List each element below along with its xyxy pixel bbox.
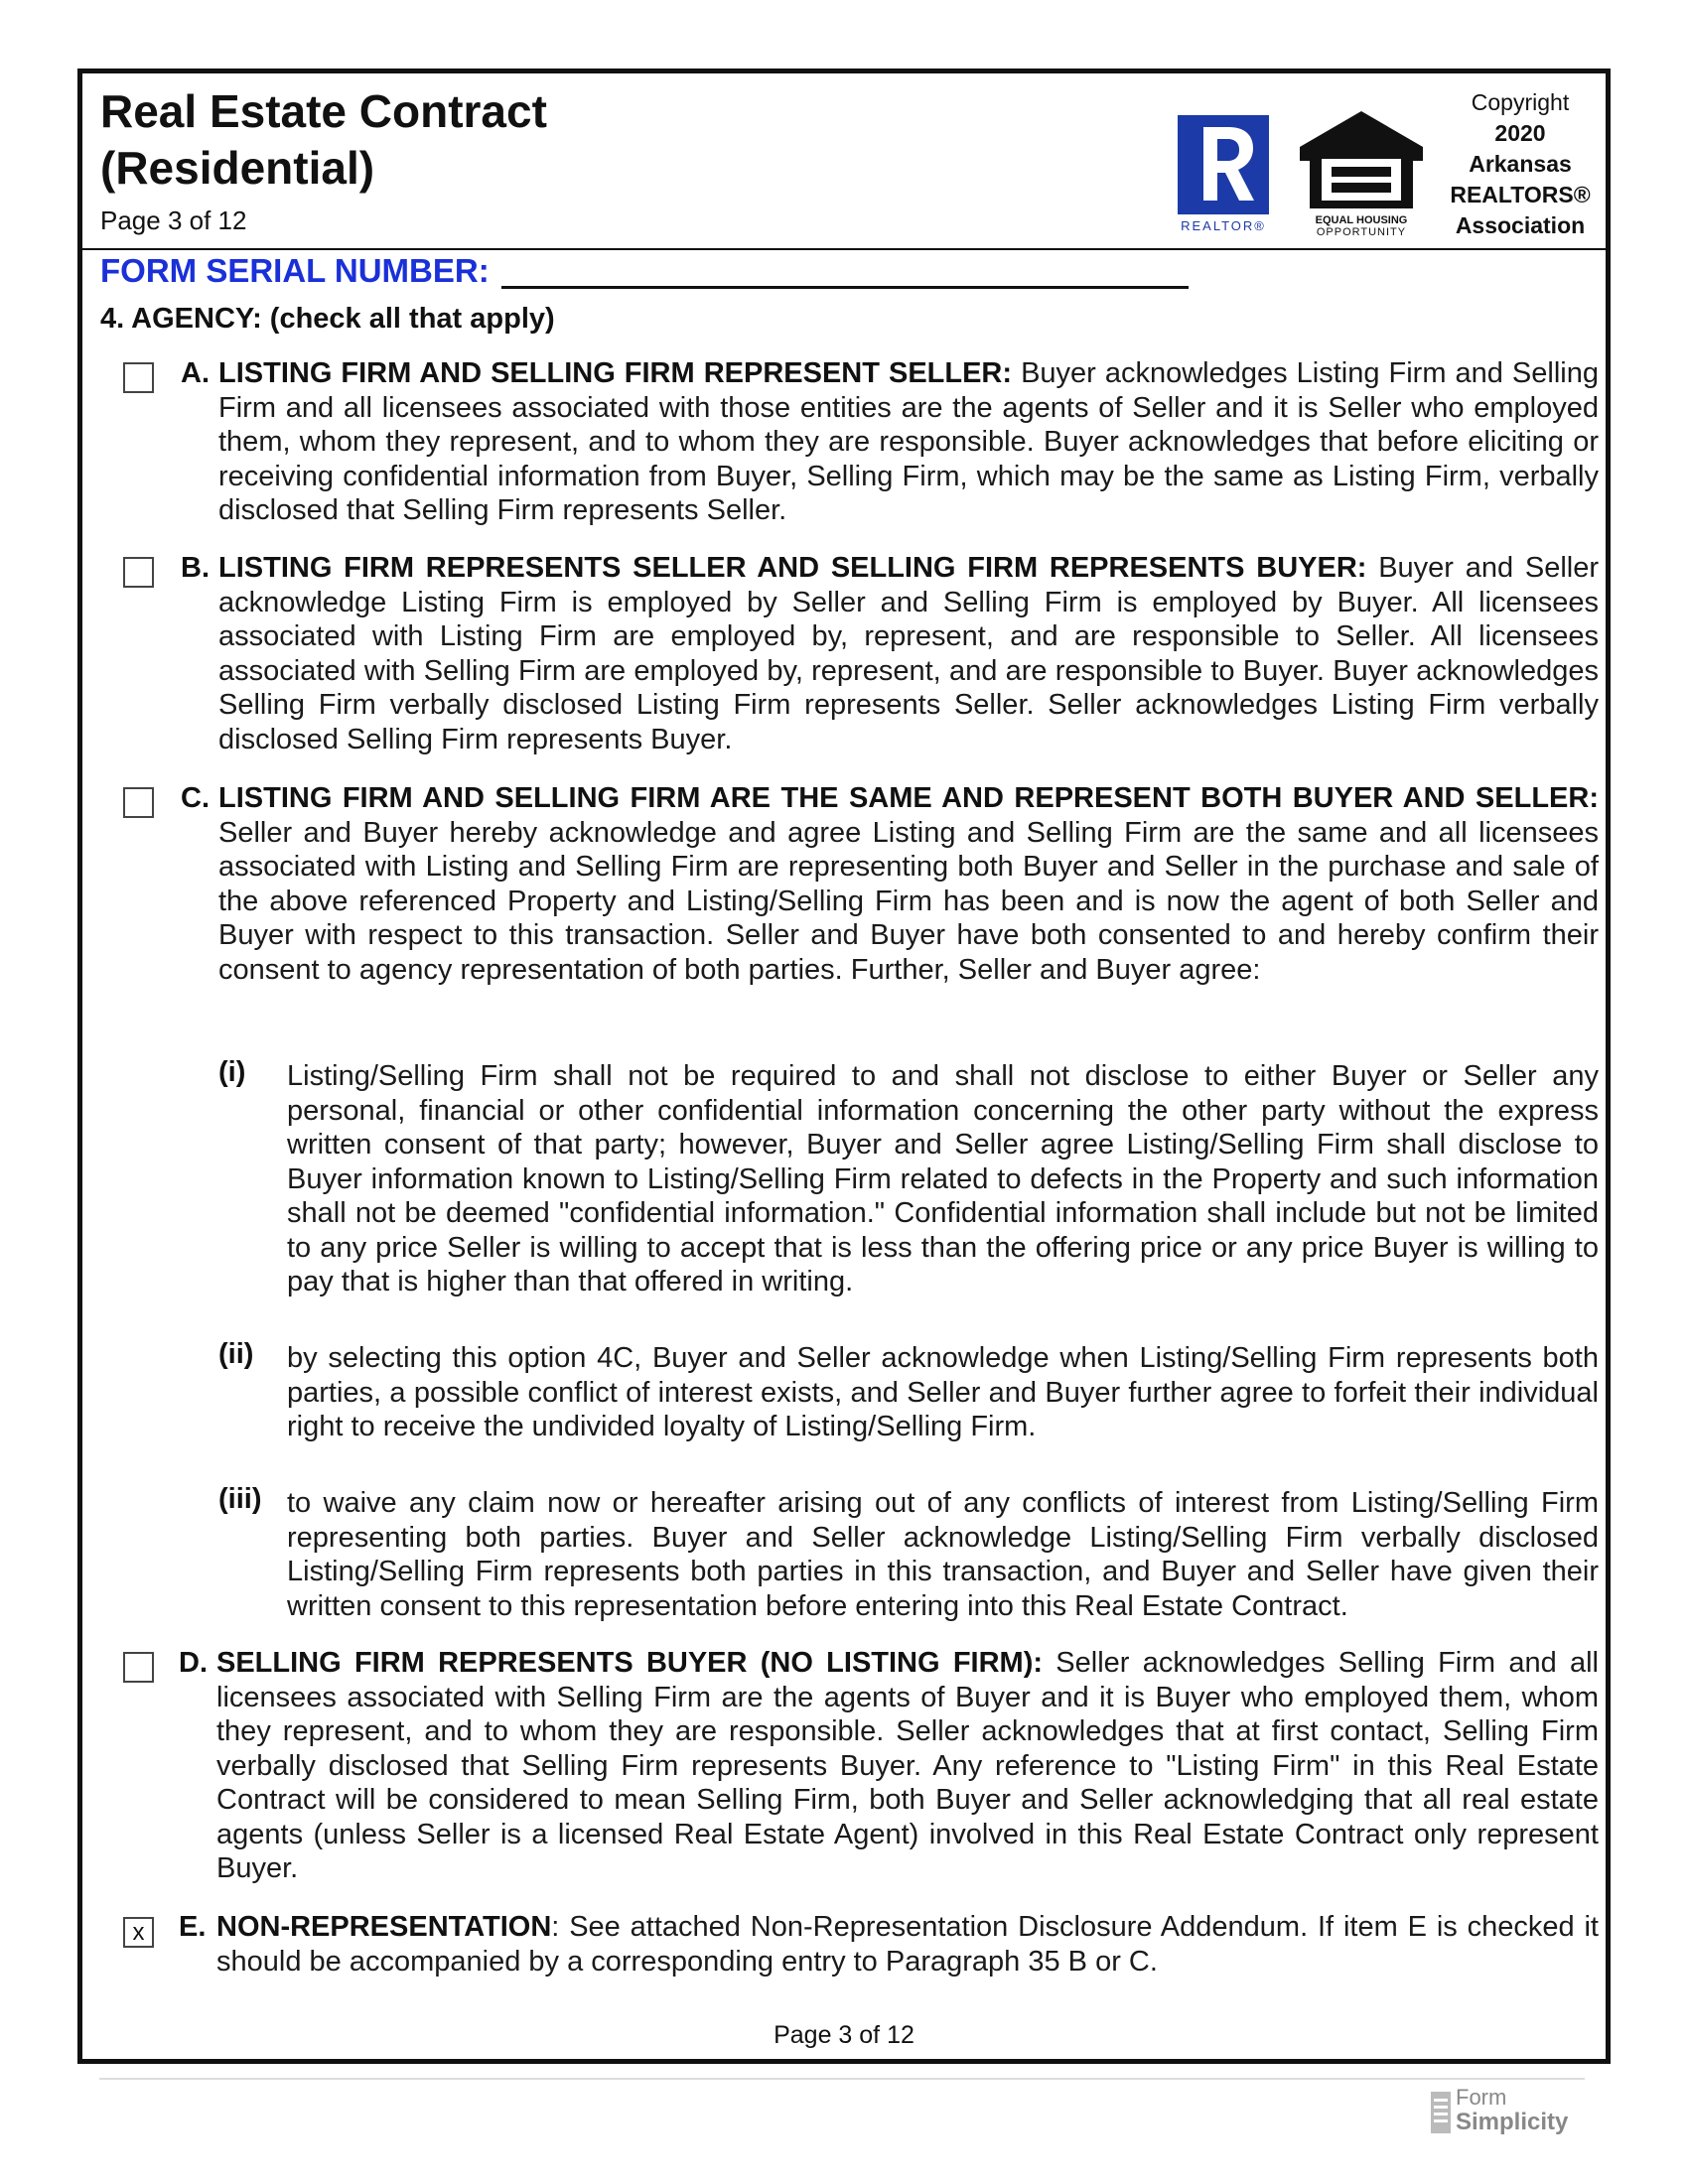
checkbox-agency-b[interactable]	[123, 557, 154, 588]
form-frame	[77, 68, 1611, 2064]
item-letter: C.	[181, 782, 210, 814]
realtor-logo	[1178, 115, 1269, 235]
header-divider	[82, 248, 1606, 250]
agency-item-c: LISTING FIRM AND SELLING FIRM ARE THE SAME AND REPRESENT BOTH BUYER AND SELLER: Seller and Buyer hereby acknowledge and agree Listing and Selling Firm are the same and all licensees associated with Listing and Selling Firm are representing both Buyer and Seller in the purchase and sale of the above referenced Property and Listing/Selling Firm has been and is now the agent of both Seller and Buyer with respect to this transaction. Seller and Buyer have both consented to and hereby confirm their consent to agency representation of both parties. Further, Seller and Buyer agree:	[218, 782, 1599, 986]
section-heading: 4. AGENCY: (check all that apply)	[100, 303, 555, 335]
checkbox-agency-d[interactable]	[123, 1652, 154, 1683]
agency-c-subitem-ii: by selecting this option 4C, Buyer and Seller acknowledge when Listing/Selling Firm represents both parties, a possible conflict of interest exists, and Seller and Buyer further agree to forfeit their individual right to receive the undivided loyalty of Listing/Selling Firm.	[287, 1342, 1599, 1442]
svg-text:OPPORTUNITY: OPPORTUNITY	[1316, 226, 1407, 236]
form-serial-field[interactable]	[501, 286, 1189, 289]
svg-text:EQUAL HOUSING: EQUAL HOUSING	[1315, 214, 1408, 226]
form-serial-label: FORM SERIAL NUMBER:	[100, 252, 490, 289]
page-number-bottom: Page 3 of 12	[774, 2021, 914, 2049]
page-number-top: Page 3 of 12	[100, 205, 247, 235]
copyright-block: Copyright 2020 Arkansas REALTORS® Association	[1450, 89, 1591, 238]
svg-text:REALTOR®: REALTOR®	[1181, 218, 1266, 233]
item-letter: E.	[179, 1911, 207, 1943]
checkbox-agency-e[interactable]: x	[123, 1917, 154, 1948]
document-icon	[1430, 2091, 1452, 2134]
footer-divider	[99, 2078, 1585, 2080]
checkbox-agency-a[interactable]	[123, 362, 154, 393]
subitem-number: (i)	[218, 1056, 246, 1088]
item-letter: A.	[181, 357, 210, 389]
agency-item-b: LISTING FIRM REPRESENTS SELLER AND SELLING FIRM REPRESENTS BUYER: Buyer and Seller acknowledge Listing Firm is employed by Seller and Selling Firm is employed by Buyer. All licensees associated with Listing Firm are employed by, represent, and are responsible to Seller. All licensees associated with Selling Firm are employed by, represent, and are responsible to Buyer. Buyer acknowledges Selling Firm verbally disclosed Listing Firm represents Seller. Seller acknowledges Listing Firm verbally disclosed Selling Firm represents Buyer.	[218, 552, 1599, 755]
equal-housing-icon	[1296, 107, 1427, 236]
formsimplicity-logo: Form Simplicity	[1430, 2085, 1589, 2140]
agency-item-e: NON-REPRESENTATION: See attached Non-Representation Disclosure Addendum. If item E is checked it should be accompanied by a corresponding entry to Paragraph 35 B or C.	[216, 1911, 1599, 1978]
agency-c-subitem-i: Listing/Selling Firm shall not be required to and shall not disclose to either Buyer or Seller any personal, financial or other confidential information concerning the other party without the express written consent of that party; however, Buyer and Seller agree Listing/Selling Firm shall disclose to Buyer information known to Listing/Selling Firm related to defects in the Property and such information shall not be deemed "confidential information." Confidential information shall include but not be limited to any price Seller is willing to accept that is less than the offering price or any price Buyer is willing to pay that is higher than that offered in writing.	[287, 1060, 1599, 1297]
subitem-number: (ii)	[218, 1338, 254, 1370]
agency-item-a: LISTING FIRM AND SELLING FIRM REPRESENT SELLER: Buyer acknowledges Listing Firm and Selling Firm and all licensees associated with those entities are the agents of Seller and it is Seller who employed them, whom they represent, and to whom they are responsible. Buyer acknowledges that before eliciting or receiving confidential information from Buyer, Selling Firm, which may be the same as Listing Firm, verbally disclosed that Selling Firm represents Seller.	[218, 357, 1599, 526]
subitem-number: (iii)	[218, 1483, 262, 1515]
form-title: Real Estate Contract (Residential)	[100, 85, 547, 194]
item-letter: D.	[179, 1647, 208, 1679]
agency-c-subitem-iii: to waive any claim now or hereafter arising out of any conflicts of interest from Listing/Selling Firm representing both parties. Buyer and Seller acknowledge Listing/Selling Firm verbally disclosed Listing/Selling Firm represents both parties in this transaction, and Buyer and Seller have given their written consent to this representation before entering into this Real Estate Contract.	[287, 1487, 1599, 1622]
agency-item-d: SELLING FIRM REPRESENTS BUYER (NO LISTING FIRM): Seller acknowledges Selling Firm and all licensees associated with Selling Firm are the agents of Buyer and it is Buyer who employed them, whom they represent, and to whom they are responsible. Seller acknowledges that at first contact, Selling Firm verbally disclosed that Selling Firm represents Buyer. Any reference to "Listing Firm" in this Real Estate Contract will be considered to mean Selling Firm, both Buyer and Seller acknowledging that all real estate agents (unless Seller is a licensed Real Estate Agent) involved in this Real Estate Contract only represent Buyer.	[216, 1647, 1600, 1884]
checkbox-agency-c[interactable]	[123, 787, 154, 818]
item-letter: B.	[181, 552, 210, 584]
